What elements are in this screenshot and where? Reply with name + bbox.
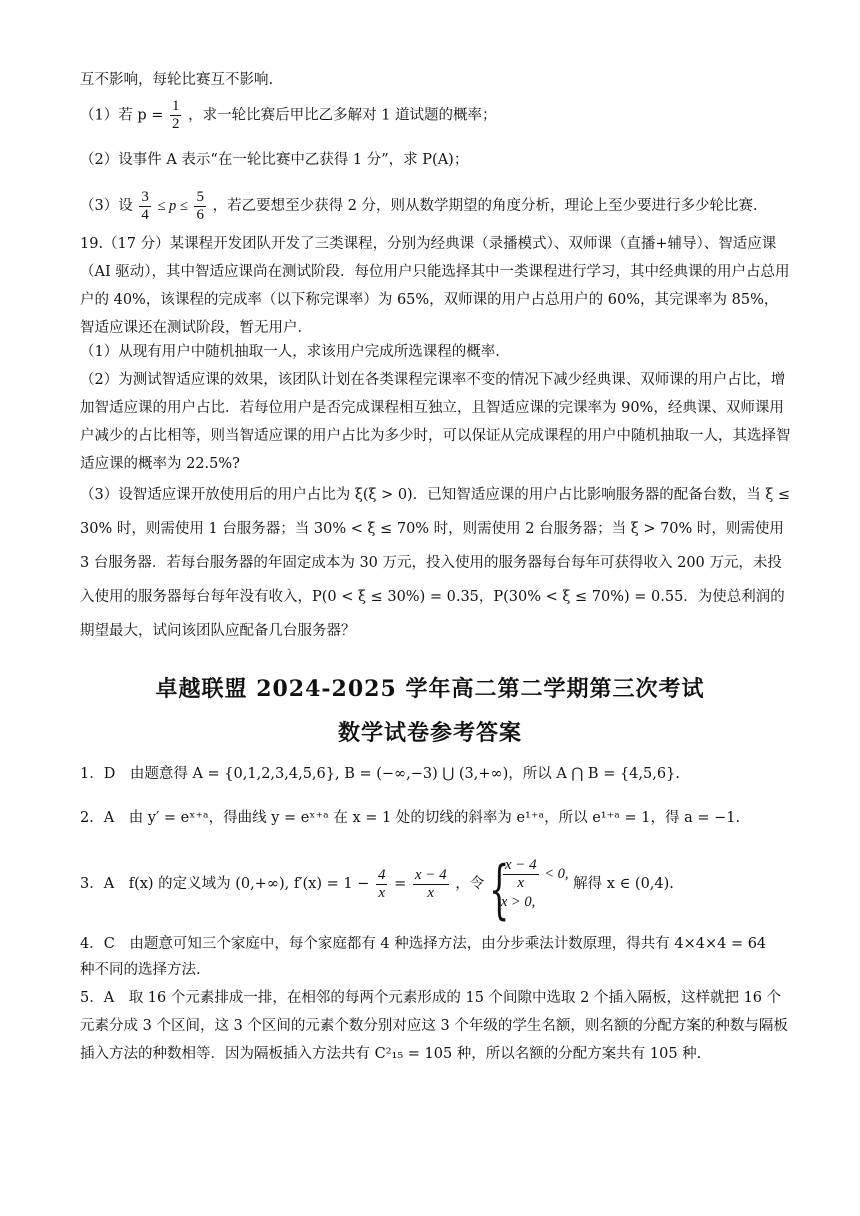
frac-num: 1 — [171, 98, 180, 114]
q18-intro: 互不影响，每轮比赛互不影响. — [80, 72, 274, 88]
fraction-three-quarters — [139, 189, 151, 224]
frac-den: 4 — [141, 206, 149, 223]
frac-num: 4 — [377, 866, 386, 883]
frac-num: 3 — [141, 188, 149, 205]
answer-3 — [80, 848, 792, 927]
answer-5: 5．A 取 16 个元素排成一排，在相邻的每两个元素形成的 15 个间隙中选取 2 个插入隔板，这样就把 16 个元素分成 3 个区间，这 3 个区间的元素个数分别对应这 3 个年级的学生名额，则名额的分配方案的种数与隔板插入方法的种数相等．因为隔板插入方法共有 C²₁₅ = 105 种，所以名额的分配方案共有 105 种. — [80, 990, 788, 1062]
fraction-five-sixths — [194, 189, 206, 224]
fraction-x-minus-4-over-x — [413, 867, 449, 902]
inequality-system — [488, 852, 569, 927]
system-row-1 — [501, 857, 569, 892]
frac-den: x — [517, 874, 525, 891]
answer-4-line1: 4．C 由题意可知三个家庭中，每个家庭都有 4 种选择方法，由分步乘法计数原理，得共有 4×4×4 = 64 — [80, 936, 767, 952]
q19-part2: （2）为测试智适应课的效果，该团队计划在各类课程完课率不变的情况下减少经典课、双师课的用户占比，增加智适应课的用户占比．若每位用户是否完成课程相互独立，且智适应课的完课率为 90%，经典课、双师课用户减少的占比相等，则当智适应课的用户占比为多少时，可以保证从完成课程的用户中随机抽取一人，其选择智适应课的概率为 22.5%? — [80, 372, 791, 472]
q18-part3-mid: ≤ p ≤ — [157, 198, 188, 214]
q18-part1-post: ，求一轮比赛后甲比乙多解对 1 道试题的概率； — [188, 107, 497, 124]
system-row-1-tail: < 0, — [544, 865, 569, 882]
answer-1: 1．D 由题意得 A = {0,1,2,3,4,5,6}, B = (−∞,−3) ⋃ (3,+∞)，所以 A ⋂ B = {4,5,6}. — [80, 766, 680, 782]
frac-den: 2 — [171, 116, 180, 132]
q18-part3-pre: （3）设 — [80, 198, 133, 214]
answer-3-eq: = — [394, 876, 407, 892]
frac-num: x − 4 — [504, 856, 537, 873]
answer-3-pre: 3．A f(x) 的定义域为 (0,+∞), f′(x) = 1 − — [80, 876, 370, 892]
q18-part1 — [80, 98, 792, 132]
answer-subtitle: 数学试卷参考答案 — [337, 720, 522, 746]
q18-part2: （2）设事件 A 表示“在一轮比赛中乙获得 1 分”，求 P(A)； — [80, 152, 469, 168]
q19-part3: （3）设智适应课开放使用后的用户占比为 ξ(ξ > 0)．已知智适应课的用户占比影响服务器的配备台数，当 ξ ≤ 30% 时，则需使用 1 台服务器；当 30% < ξ ≤ 70% 时，则需使用 2 台服务器；当 ξ > 70% 时，则需使用 3 台服务器．若每台服务器的年固定成本为 30 万元，投入使用的服务器每台每年可获得收入 200 万元，未投入使用的服务器每台每年没有收入，P(0 < ξ ≤ 30%) = 0.35，P(30% < ξ ≤ 70%) = 0.55．为使总利润的期望最大，试问该团队应配备几台服务器？ — [80, 487, 791, 639]
answer-3-post: 解得 x ∈ (0,4). — [573, 876, 674, 892]
frac-num: x − 4 — [414, 866, 447, 883]
frac-den: x — [378, 884, 386, 901]
q18-part1-pre: （1）若 p = — [80, 107, 164, 124]
frac-den: x — [427, 884, 435, 901]
q18-part3-post: ，若乙要想至少获得 2 分，则从数学期望的角度分析，理论上至少要进行多少轮比赛. — [212, 198, 758, 214]
frac-num: 5 — [196, 188, 204, 205]
left-brace-icon: { — [488, 852, 510, 927]
answer-2: 2．A 由 y′ = eˣ⁺ᵃ，得曲线 y = eˣ⁺ᵃ 在 x = 1 处的切线的斜率为 e¹⁺ᵃ，所以 e¹⁺ᵃ = 1，得 a = −1. — [80, 810, 741, 826]
answer-4-line2: 种不同的选择方法. — [80, 962, 201, 978]
answer-3-ling: ，令 — [455, 876, 485, 892]
fraction-one-half — [170, 98, 182, 133]
q19-part1: （1）从现有用户中随机抽取一人，求该用户完成所选课程的概率. — [80, 344, 500, 360]
q18-part3 — [80, 188, 792, 224]
system-row-2: x > 0, — [500, 893, 536, 910]
frac-den: 6 — [196, 206, 204, 223]
answer-title: 卓越联盟 2024-2025 学年高二第二学期第三次考试 — [155, 676, 705, 702]
q19-intro: 19.（17 分）某课程开发团队开发了三类课程，分别为经典课（录播模式）、双师课（直播+辅导）、智适应课（AI 驱动），其中智适应课尚在测试阶段．每位用户只能选择其中一类课程进行学习，其中经典课的用户占总用户的 40%，该课程的完成率（以下称完课率）为 65%，双师课的用户占总用户的 60%，其完课率为 85%，智适应课还在测试阶段，暂无用户． — [80, 236, 790, 336]
fraction-4-over-x — [376, 867, 388, 902]
